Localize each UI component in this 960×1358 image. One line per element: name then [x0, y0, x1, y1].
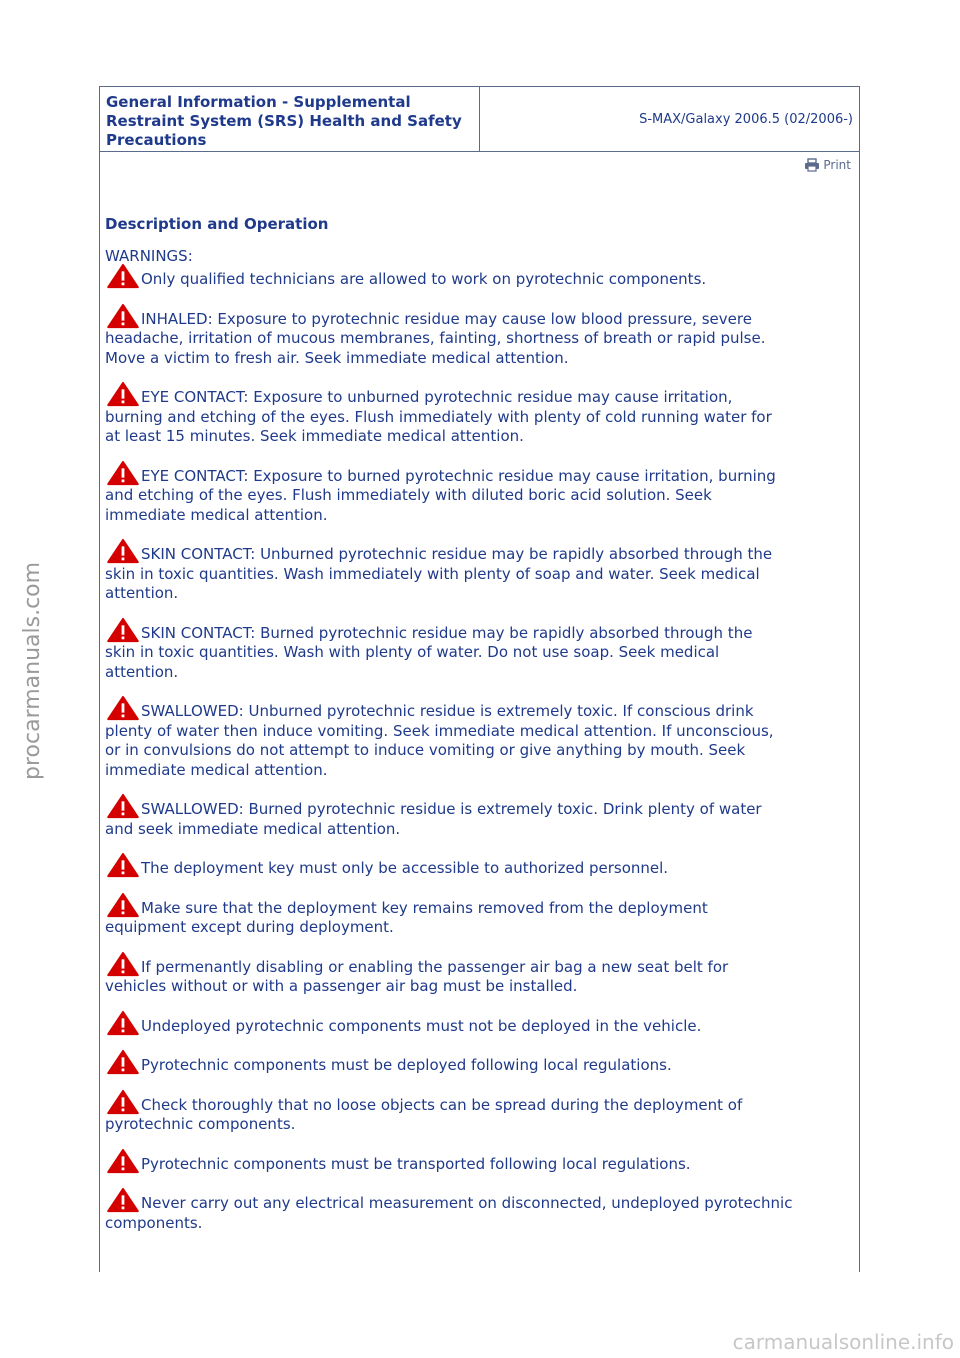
header-table — [99, 86, 860, 152]
warning-item — [105, 1096, 845, 1135]
warning-text-line: Check thoroughly that no loose objects can be spread during the deployment of — [141, 1095, 743, 1114]
warning-item — [105, 624, 845, 683]
warning-text-line: equipment except during deployment. — [105, 918, 394, 936]
warning-item — [105, 958, 845, 997]
warning-triangle-icon — [105, 617, 141, 643]
warning-triangle-icon — [105, 381, 141, 407]
warning-triangle-icon — [105, 1187, 141, 1213]
warning-item — [105, 545, 845, 604]
warning-text-line: and etching of the eyes. Flush immediately with diluted boric acid solution. Seek — [105, 486, 712, 504]
page-title-line: General Information - Supplemental — [106, 93, 411, 111]
side-watermark: procarmanuals.com — [20, 561, 45, 780]
warnings-label: WARNINGS: — [105, 247, 193, 265]
warning-text-line: The deployment key must only be accessible to authorized personnel. — [141, 859, 669, 877]
warning-text-line: immediate medical attention. — [105, 505, 328, 524]
warning-triangle-icon — [105, 263, 141, 289]
warning-text-line: headache, irritation of mucous membranes, fainting, shortness of breath or rapid pulse. — [105, 329, 766, 347]
warning-text-line: vehicles without or with a passenger air bag must be installed. — [105, 977, 578, 995]
bottom-watermark: carmanualsonline.info — [732, 1330, 954, 1354]
warning-text-line: EYE CONTACT: Exposure to burned pyrotechnic residue may cause irritation, burning — [141, 466, 776, 485]
warning-triangle-icon — [105, 538, 141, 564]
warning-text-line: Never carry out any electrical measurement on disconnected, undeployed pyrotechnic — [141, 1194, 793, 1212]
warning-text-line: SWALLOWED: Burned pyrotechnic residue is extremely toxic. Drink plenty of water — [141, 800, 762, 818]
warning-triangle-icon — [105, 951, 141, 977]
warning-text-line: Move a victim to fresh air. Seek immediate medical attention. — [105, 348, 569, 367]
warning-item — [105, 467, 845, 526]
warning-triangle-icon — [105, 1010, 141, 1036]
warning-text-line: pyrotechnic components. — [105, 1115, 296, 1133]
warning-text-line: skin in toxic quantities. Wash with plenty of water. Do not use soap. Seek medical — [105, 643, 720, 661]
page-title-line: Restraint System (SRS) Health and Safety — [106, 112, 462, 130]
warning-text-line: SWALLOWED: Unburned pyrotechnic residue is extremely toxic. If conscious drink — [141, 702, 754, 720]
warning-text-line: burning and etching of the eyes. Flush immediately with plenty of cold running water for — [105, 407, 772, 426]
print-label: Print — [823, 158, 851, 172]
warning-item — [105, 388, 845, 447]
warning-item — [105, 1155, 845, 1175]
warning-text-line: Pyrotechnic components must be deployed following local regulations. — [141, 1056, 672, 1074]
warning-text-line: SKIN CONTACT: Burned pyrotechnic residue may be rapidly absorbed through the — [141, 623, 753, 642]
warning-text-line: or in convulsions do not attempt to induce vomiting or give anything by mouth. Seek — [105, 741, 746, 759]
warning-triangle-icon — [105, 1049, 141, 1075]
warning-triangle-icon — [105, 852, 141, 878]
section-title: Description and Operation — [105, 215, 329, 233]
warning-text-line: immediate medical attention. — [105, 760, 328, 779]
page-title — [100, 87, 480, 151]
warning-text-line: INHALED: Exposure to pyrotechnic residue may cause low blood pressure, severe — [141, 309, 752, 328]
warning-text-line: Make sure that the deployment key remains removed from the deployment — [141, 898, 708, 917]
warning-triangle-icon — [105, 892, 141, 918]
warning-text-line: attention. — [105, 584, 179, 602]
printer-icon — [804, 158, 820, 172]
model-label: S-MAX/Galaxy 2006.5 (02/2006-) — [639, 111, 853, 127]
warning-triangle-icon — [105, 460, 141, 486]
warning-text-line: If permenantly disabling or enabling the passenger air bag a new seat belt for — [141, 957, 729, 976]
warning-text-line: SKIN CONTACT: Unburned pyrotechnic residue may be rapidly absorbed through the — [141, 545, 773, 563]
warning-text-line: at least 15 minutes. Seek immediate medical attention. — [105, 427, 524, 445]
warning-text-line: components. — [105, 1213, 203, 1232]
warning-text-line: attention. — [105, 662, 179, 681]
warning-item — [105, 702, 845, 780]
page-title-line: Precautions — [106, 131, 207, 149]
warning-item — [105, 1017, 845, 1037]
warning-text-line: EYE CONTACT: Exposure to unburned pyrotechnic residue may cause irritation, — [141, 388, 733, 406]
warning-triangle-icon — [105, 303, 141, 329]
warning-item — [105, 800, 845, 839]
warning-triangle-icon — [105, 793, 141, 819]
warning-item — [105, 310, 845, 369]
warning-item — [105, 1056, 845, 1076]
warning-text-line: Undeployed pyrotechnic components must not be deployed in the vehicle. — [141, 1016, 702, 1035]
warnings-list — [105, 270, 845, 1253]
warning-text-line: Only qualified technicians are allowed to work on pyrotechnic components. — [141, 270, 707, 288]
warning-triangle-icon — [105, 1148, 141, 1174]
warning-text-line: skin in toxic quantities. Wash immediately with plenty of soap and water. Seek medical — [105, 564, 760, 583]
warning-text-line: and seek immediate medical attention. — [105, 819, 401, 838]
content-area — [99, 152, 860, 1272]
warning-text-line: plenty of water then induce vomiting. Seek immediate medical attention. If unconscious, — [105, 721, 774, 740]
warning-triangle-icon — [105, 695, 141, 721]
print-link[interactable] — [804, 158, 851, 172]
warning-item — [105, 1194, 845, 1233]
warning-item — [105, 859, 845, 879]
warning-text-line: Pyrotechnic components must be transported following local regulations. — [141, 1154, 691, 1173]
warning-item — [105, 899, 845, 938]
warning-item — [105, 270, 845, 290]
warning-triangle-icon — [105, 1089, 141, 1115]
